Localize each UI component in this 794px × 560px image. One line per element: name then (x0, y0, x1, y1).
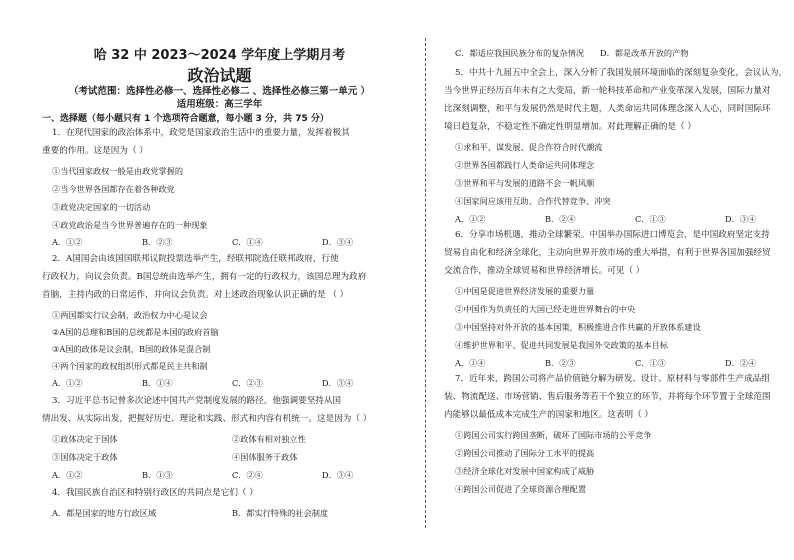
statement: ②世界各国都践行人类命运共同体理念 (455, 160, 595, 170)
choice-a[interactable]: A．①② (52, 470, 83, 480)
choice-a[interactable]: A．①④ (455, 358, 486, 368)
statement: ①政体决定于国体 (52, 434, 118, 444)
question-text: 内能够以最低成本完成生产的国家和地区。这表明（ ） (444, 410, 653, 420)
question-text: 2．A国国会由该国国联邦议院投票选举产生，经联邦院选任联邦政府，行使 (52, 254, 339, 264)
statement: ②中国作为负责任的大国已经走进世界舞台的中央 (455, 304, 636, 314)
choice-a[interactable]: A．都是国家的地方行政区域 (52, 508, 157, 518)
question-text: 境日趋复杂，不稳定性不确定性明显增加。对此理解正确的是（ ） (444, 122, 696, 132)
statement: ③经济全球化对发展中国家构成了威胁 (455, 466, 595, 476)
choice-c[interactable]: C．②④ (232, 470, 263, 480)
column-divider (425, 38, 426, 528)
choice-a[interactable]: A．①② (52, 237, 83, 247)
question-text: 3．习近平总书记曾多次论述中国共产党制度发展的路径。他强调要坚持从国 (52, 396, 342, 406)
question-text: 贸易自由化和经济全球化，主动向世界开放市场的重大举措，有利于世界各国加强经贸 (444, 248, 771, 258)
question-text: 1．在现代国家的政治体系中，政党是国家政治生活中的重要力量，发挥着极其 (52, 128, 350, 138)
question-text: 7．近年来，跨国公司将产品价值链分解为研发、设计、原材料与零部件生产成品组 (455, 374, 770, 384)
choice-d[interactable]: D．②④ (725, 358, 757, 368)
choice-c[interactable]: C．都适应我国民族分布的复杂情况 (455, 48, 585, 58)
choice-c[interactable]: C．②③ (232, 378, 263, 388)
question-text: 装、物流配送、市场营销、售后服务等若干个独立的环节，并将每个环节置于全球范围 (444, 392, 771, 402)
statement: ②A国的总理和B国的总统都是本国的政府首脑 (52, 327, 219, 337)
choice-b[interactable]: B．①③ (142, 470, 173, 480)
choice-d[interactable]: D．③④ (322, 237, 354, 247)
choice-a[interactable]: A．①② (52, 378, 83, 388)
choice-d[interactable]: D．都是改革开放的产物 (600, 48, 689, 58)
question-text: 5．中共十九届五中全会上，深入分析了我国发展环境面临的深刻复杂变化，会议认为， (455, 68, 788, 78)
question-text: 情出发、从实际出发，把握好历史、理论和实践、形式和内容有机统一。这是因为（ ） (42, 414, 372, 424)
statement: ①两国都实行议会制，政治权力中心是议会 (52, 310, 208, 320)
statement: ③中国坚持对外开放的基本国策，积极推进合作共赢的开放体系建设 (455, 322, 701, 332)
statement: ①求和平、谋发展、促合作符合时代潮流 (455, 142, 603, 152)
question-text: 交流合作，推动全球贸易和世界经济增长。可见（ ） (444, 266, 645, 276)
choice-b[interactable]: B．②③ (545, 358, 576, 368)
choice-d[interactable]: D．③④ (322, 378, 354, 388)
statement: ③国体决定于政体 (52, 452, 118, 462)
statement: ④两个国家的政权组织形式都是民主共和制 (52, 361, 208, 371)
choice-b[interactable]: B．②④ (545, 214, 576, 224)
statement: ②政体有相对独立性 (232, 434, 306, 444)
statement: ④跨国公司促进了全球资源合理配置 (455, 484, 587, 494)
question-text: 6．分享市场机遇，推动全球繁荣。中国举办国际进口博览会，是中国政府坚定支持 (455, 230, 770, 240)
choice-d[interactable]: D．③④ (725, 214, 757, 224)
statement: ④国家间应该用互助、合作代替竞争、冲突 (455, 196, 611, 206)
choice-c[interactable]: C．①④ (232, 237, 263, 247)
question-text: 重要的作用。这是因为（ ） (42, 146, 148, 156)
exam-scope: （考试范围：选择性必修一、选择性必修二 、选择性必修三第一单元 ） (68, 86, 371, 97)
question-text: 当今世界正经历百年未有之大变局，新一轮科技革命和产业变革深入发展，国际力量对 (444, 86, 771, 96)
statement: ②跨国公司推动了国际分工水平的提高 (455, 448, 595, 458)
choice-d[interactable]: D．③④ (322, 470, 354, 480)
section-heading: 一、选择题（每小题只有 1 个选项符合题意，每小题 3 分，共 75 分） (42, 114, 329, 124)
statement: ③政党决定国家的一切活动 (52, 202, 151, 212)
question-text: 4．我国民族自治区和特别行政区的共同点是它们（ ） (52, 488, 258, 498)
choice-c[interactable]: C．①③ (635, 358, 666, 368)
choice-b[interactable]: B．②③ (142, 237, 173, 247)
question-text: 比深刻调整，和平与发展仍然是时代主题，人类命运共同体理念深入人心，同时国际环 (444, 104, 771, 114)
grade-note: 适用班级：高三学年 (176, 99, 263, 110)
choice-b[interactable]: B．①④ (142, 378, 173, 388)
statement: ①跨国公司实行跨国垄断，破坏了国际市场的公平竞争 (455, 430, 652, 440)
exam-title: 哈 32 中 2023～2024 学年度上学期月考 (93, 48, 346, 63)
choice-c[interactable]: C．①③ (635, 214, 666, 224)
choice-a[interactable]: A．①② (455, 214, 486, 224)
subject-title: 政治试题 (187, 66, 252, 85)
question-text: 首脑，主持内政的日常运作，并向议会负责。对上述政治现象认识正确的是 （ ） (42, 290, 349, 300)
statement: ③A国的政体是议会制，B国的政体是混合制 (52, 344, 211, 354)
statement: ④维护世界和平、促进共同发展是我国外交政策的基本目标 (455, 340, 668, 350)
statement: ④国体服务于政体 (232, 452, 298, 462)
question-text: 行政权力，向议会负责。B国总统由选举产生，拥有一定的行政权力，该国总理为政府 (42, 272, 367, 282)
statement: ①当代国家政权一般是由政党掌握的 (52, 166, 184, 176)
statement: ④政党政治是当今世界普遍存在的一种现象 (52, 220, 208, 230)
choice-b[interactable]: B．都实行特殊的社会制度 (232, 508, 329, 518)
statement: ②当今世界各国都存在着各种政党 (52, 184, 175, 194)
statement: ③世界和平与发展的道路不会一帆风顺 (455, 178, 595, 188)
statement: ①中国是促进世界经济发展的重要力量 (455, 286, 595, 296)
